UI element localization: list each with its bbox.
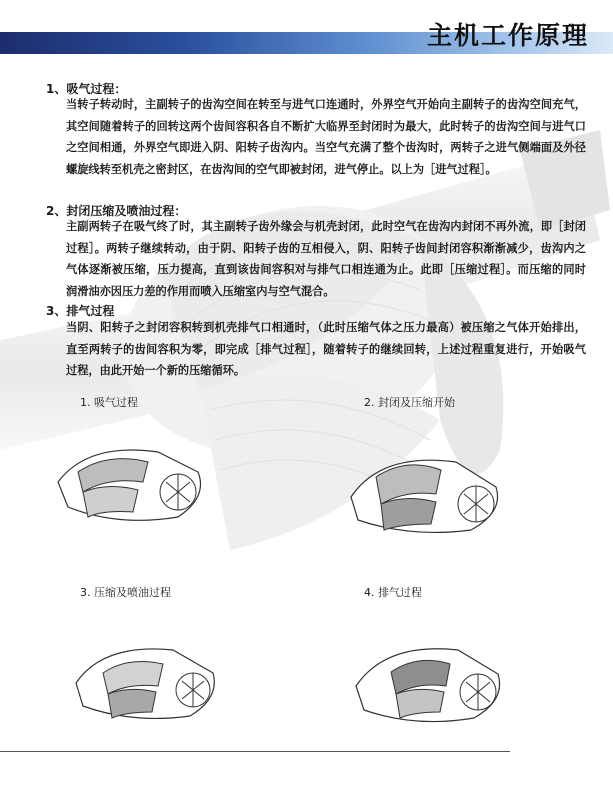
figure-4-label: 4. 排气过程: [364, 586, 422, 599]
page-header: [0, 0, 613, 62]
figure-3-label: 3. 压缩及喷油过程: [80, 586, 171, 599]
figure-1-label: 1. 吸气过程: [80, 396, 138, 409]
section-2-body: 主副两转子在吸气终了时，其主副转子齿外缘会与机壳封闭，此时空气在齿沟内封闭不再外流，即［封闭过程］。两转子继续转动，由于阴、阳转子齿的互相侵入，阴、阳转子齿间封闭容积渐渐减少，齿沟内之气体逐渐被压缩，压力提高，直到该齿间容积对与排气口相连通为止。此即［压缩过程］。而压缩的同时润滑油亦因压力差的作用而喷入压缩室内与空气混合。: [66, 220, 586, 298]
footer-rule: [0, 751, 510, 752]
figure-3-rotor-diagram: [68, 628, 228, 728]
section-2-title: 2、封闭压缩及喷油过程：: [46, 204, 187, 218]
figure-1-rotor-diagram: [48, 422, 218, 532]
section-3-title: 3、排气过程: [46, 304, 115, 318]
figure-2-label: 2. 封闭及压缩开始: [364, 396, 455, 409]
figure-2-rotor-diagram: [336, 432, 516, 542]
page-title: 主机工作原理: [426, 21, 589, 50]
section-1-body: 当转子转动时，主副转子的齿沟空间在转至与进气口连通时，外界空气开始向主副转子的齿沟空间充气，其空间随着转子的回转这两个齿间容积各自不断扩大临界至封闭时为最大，此时转子的齿沟空间与进气口之空间相通，外界空气即进入阴、阳转子齿沟内。当空气充满了整个齿沟时，两转子之进气侧端面及外径螺旋线转至机壳之密封区，在齿沟间的空气即被封闭，进气停止。以上为［进气过程］。: [66, 98, 586, 176]
figure-4-rotor-diagram: [346, 624, 516, 734]
section-1-title: 1、吸气过程：: [46, 82, 127, 96]
section-3-body: 当阴、阳转子之封闭容积转到机壳排气口相通时，（此时压缩气体之压力最高）被压缩之气体开始排出，直至两转子的齿间容积为零，即完成［排气过程］，随着转子的继续回转，上述过程重复进行，开始吸气过程，由此开始一个新的压缩循环。: [66, 321, 586, 377]
